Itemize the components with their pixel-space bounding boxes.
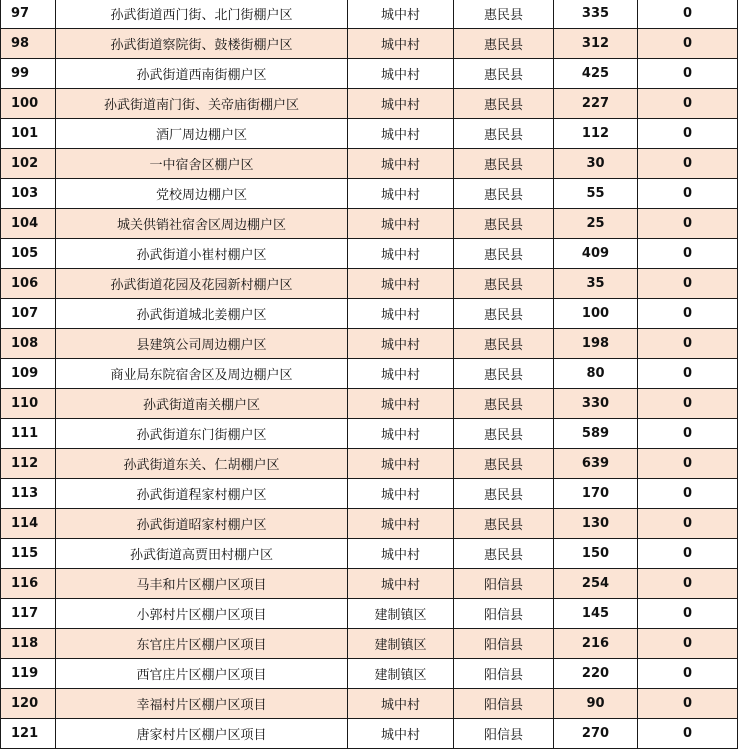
table-row — [1, 479, 738, 509]
household-count-cell: 145 — [554, 599, 638, 629]
project-name-cell: 县建筑公司周边棚户区 — [56, 329, 348, 359]
row-number-cell: 120 — [1, 689, 56, 719]
row-number-cell: 101 — [1, 119, 56, 149]
row-number-cell: 112 — [1, 449, 56, 479]
zero-value-cell: 0 — [638, 299, 738, 329]
project-name-cell: 孙武街道小崔村棚户区 — [56, 239, 348, 269]
project-name-cell: 孙武街道东门街棚户区 — [56, 419, 348, 449]
zero-value-cell: 0 — [638, 479, 738, 509]
household-count-cell: 330 — [554, 389, 638, 419]
project-type-cell: 建制镇区 — [348, 659, 454, 689]
row-number-cell: 113 — [1, 479, 56, 509]
zero-value-cell: 0 — [638, 0, 738, 29]
household-count-cell: 589 — [554, 419, 638, 449]
row-number-cell: 107 — [1, 299, 56, 329]
table-row — [1, 329, 738, 359]
project-type-cell: 城中村 — [348, 449, 454, 479]
zero-value-cell: 0 — [638, 389, 738, 419]
row-number-cell: 121 — [1, 719, 56, 749]
row-number-cell: 111 — [1, 419, 56, 449]
county-cell: 阳信县 — [454, 719, 554, 749]
zero-value-cell: 0 — [638, 149, 738, 179]
project-type-cell: 城中村 — [348, 0, 454, 29]
project-name-cell: 孙武街道西南街棚户区 — [56, 59, 348, 89]
project-type-cell: 城中村 — [348, 59, 454, 89]
project-type-cell: 城中村 — [348, 239, 454, 269]
household-count-cell: 254 — [554, 569, 638, 599]
project-type-cell: 建制镇区 — [348, 629, 454, 659]
project-type-cell: 城中村 — [348, 119, 454, 149]
zero-value-cell: 0 — [638, 179, 738, 209]
row-number-cell: 115 — [1, 539, 56, 569]
household-count-cell: 220 — [554, 659, 638, 689]
county-cell: 惠民县 — [454, 419, 554, 449]
row-number-cell: 110 — [1, 389, 56, 419]
zero-value-cell: 0 — [638, 569, 738, 599]
row-number-cell: 117 — [1, 599, 56, 629]
row-number-cell: 99 — [1, 59, 56, 89]
project-name-cell: 唐家村片区棚户区项目 — [56, 719, 348, 749]
county-cell: 阳信县 — [454, 569, 554, 599]
zero-value-cell: 0 — [638, 269, 738, 299]
county-cell: 惠民县 — [454, 119, 554, 149]
project-type-cell: 城中村 — [348, 359, 454, 389]
household-count-cell: 312 — [554, 29, 638, 59]
row-number-cell: 102 — [1, 149, 56, 179]
zero-value-cell: 0 — [638, 509, 738, 539]
zero-value-cell: 0 — [638, 59, 738, 89]
project-name-cell: 一中宿舍区棚户区 — [56, 149, 348, 179]
county-cell: 阳信县 — [454, 659, 554, 689]
county-cell: 惠民县 — [454, 449, 554, 479]
table-row — [1, 509, 738, 539]
project-type-cell: 城中村 — [348, 389, 454, 419]
household-count-cell: 216 — [554, 629, 638, 659]
county-cell: 阳信县 — [454, 689, 554, 719]
row-number-cell: 116 — [1, 569, 56, 599]
county-cell: 惠民县 — [454, 509, 554, 539]
project-type-cell: 城中村 — [348, 479, 454, 509]
table-row — [1, 29, 738, 59]
household-count-cell: 130 — [554, 509, 638, 539]
zero-value-cell: 0 — [638, 89, 738, 119]
county-cell: 惠民县 — [454, 149, 554, 179]
table-row — [1, 599, 738, 629]
project-name-cell: 商业局东院宿舍区及周边棚户区 — [56, 359, 348, 389]
household-count-cell: 25 — [554, 209, 638, 239]
row-number-cell: 98 — [1, 29, 56, 59]
zero-value-cell: 0 — [638, 329, 738, 359]
project-name-cell: 城关供销社宿舍区周边棚户区 — [56, 209, 348, 239]
household-count-cell: 198 — [554, 329, 638, 359]
household-count-cell: 80 — [554, 359, 638, 389]
county-cell: 惠民县 — [454, 59, 554, 89]
county-cell: 阳信县 — [454, 599, 554, 629]
zero-value-cell: 0 — [638, 209, 738, 239]
project-type-cell: 城中村 — [348, 329, 454, 359]
row-number-cell: 119 — [1, 659, 56, 689]
project-type-cell: 城中村 — [348, 29, 454, 59]
county-cell: 惠民县 — [454, 269, 554, 299]
row-number-cell: 114 — [1, 509, 56, 539]
zero-value-cell: 0 — [638, 599, 738, 629]
project-name-cell: 东官庄片区棚户区项目 — [56, 629, 348, 659]
table-row — [1, 629, 738, 659]
project-name-cell: 孙武街道花园及花园新村棚户区 — [56, 269, 348, 299]
zero-value-cell: 0 — [638, 359, 738, 389]
project-name-cell: 孙武街道南关棚户区 — [56, 389, 348, 419]
zero-value-cell: 0 — [638, 119, 738, 149]
household-count-cell: 335 — [554, 0, 638, 29]
household-count-cell: 150 — [554, 539, 638, 569]
row-number-cell: 105 — [1, 239, 56, 269]
county-cell: 惠民县 — [454, 209, 554, 239]
county-cell: 惠民县 — [454, 329, 554, 359]
county-cell: 惠民县 — [454, 539, 554, 569]
row-number-cell: 97 — [1, 0, 56, 29]
household-count-cell: 90 — [554, 689, 638, 719]
household-count-cell: 170 — [554, 479, 638, 509]
project-type-cell: 城中村 — [348, 209, 454, 239]
county-cell: 惠民县 — [454, 0, 554, 29]
zero-value-cell: 0 — [638, 689, 738, 719]
zero-value-cell: 0 — [638, 419, 738, 449]
table-row — [1, 389, 738, 419]
household-count-cell: 35 — [554, 269, 638, 299]
project-name-cell: 孙武街道察院街、鼓楼街棚户区 — [56, 29, 348, 59]
household-count-cell: 270 — [554, 719, 638, 749]
zero-value-cell: 0 — [638, 659, 738, 689]
table-row — [1, 89, 738, 119]
project-type-cell: 城中村 — [348, 299, 454, 329]
table-row — [1, 59, 738, 89]
project-name-cell: 党校周边棚户区 — [56, 179, 348, 209]
table-row — [1, 239, 738, 269]
zero-value-cell: 0 — [638, 239, 738, 269]
zero-value-cell: 0 — [638, 719, 738, 749]
project-name-cell: 孙武街道昭家村棚户区 — [56, 509, 348, 539]
project-name-cell: 孙武街道程家村棚户区 — [56, 479, 348, 509]
county-cell: 惠民县 — [454, 179, 554, 209]
project-name-cell: 孙武街道东关、仁胡棚户区 — [56, 449, 348, 479]
project-name-cell: 幸福村片区棚户区项目 — [56, 689, 348, 719]
household-count-cell: 639 — [554, 449, 638, 479]
zero-value-cell: 0 — [638, 539, 738, 569]
county-cell: 阳信县 — [454, 629, 554, 659]
project-name-cell: 西官庄片区棚户区项目 — [56, 659, 348, 689]
project-type-cell: 城中村 — [348, 509, 454, 539]
project-name-cell: 孙武街道高贾田村棚户区 — [56, 539, 348, 569]
project-name-cell: 孙武街道南门街、关帝庙街棚户区 — [56, 89, 348, 119]
project-type-cell: 城中村 — [348, 419, 454, 449]
table-row — [1, 539, 738, 569]
project-type-cell: 城中村 — [348, 149, 454, 179]
row-number-cell: 118 — [1, 629, 56, 659]
household-count-cell: 55 — [554, 179, 638, 209]
row-number-cell: 109 — [1, 359, 56, 389]
project-name-cell: 酒厂周边棚户区 — [56, 119, 348, 149]
row-number-cell: 106 — [1, 269, 56, 299]
table-row — [1, 299, 738, 329]
project-type-cell: 城中村 — [348, 569, 454, 599]
county-cell: 惠民县 — [454, 239, 554, 269]
project-type-cell: 城中村 — [348, 689, 454, 719]
project-type-cell: 城中村 — [348, 719, 454, 749]
project-type-cell: 建制镇区 — [348, 599, 454, 629]
county-cell: 惠民县 — [454, 479, 554, 509]
row-number-cell: 104 — [1, 209, 56, 239]
zero-value-cell: 0 — [638, 29, 738, 59]
project-type-cell: 城中村 — [348, 89, 454, 119]
table-row — [1, 209, 738, 239]
project-type-cell: 城中村 — [348, 269, 454, 299]
household-count-cell: 112 — [554, 119, 638, 149]
zero-value-cell: 0 — [638, 449, 738, 479]
county-cell: 惠民县 — [454, 389, 554, 419]
county-cell: 惠民县 — [454, 359, 554, 389]
household-count-cell: 30 — [554, 149, 638, 179]
table-row — [1, 449, 738, 479]
table-body — [1, 0, 738, 749]
table-row — [1, 0, 738, 29]
county-cell: 惠民县 — [454, 29, 554, 59]
zero-value-cell: 0 — [638, 629, 738, 659]
household-count-cell: 409 — [554, 239, 638, 269]
table-row — [1, 359, 738, 389]
table-row — [1, 569, 738, 599]
table-row — [1, 269, 738, 299]
row-number-cell: 108 — [1, 329, 56, 359]
project-name-cell: 马丰和片区棚户区项目 — [56, 569, 348, 599]
project-type-cell: 城中村 — [348, 539, 454, 569]
table-row — [1, 149, 738, 179]
household-count-cell: 227 — [554, 89, 638, 119]
county-cell: 惠民县 — [454, 89, 554, 119]
table-row — [1, 689, 738, 719]
project-name-cell: 孙武街道城北姜棚户区 — [56, 299, 348, 329]
table-row — [1, 119, 738, 149]
row-number-cell: 103 — [1, 179, 56, 209]
project-name-cell: 小郭村片区棚户区项目 — [56, 599, 348, 629]
row-number-cell: 100 — [1, 89, 56, 119]
household-count-cell: 100 — [554, 299, 638, 329]
table-row — [1, 719, 738, 749]
table-row — [1, 659, 738, 689]
table-row — [1, 179, 738, 209]
household-count-cell: 425 — [554, 59, 638, 89]
project-type-cell: 城中村 — [348, 179, 454, 209]
project-name-cell: 孙武街道西门街、北门街棚户区 — [56, 0, 348, 29]
table-row — [1, 419, 738, 449]
county-cell: 惠民县 — [454, 299, 554, 329]
